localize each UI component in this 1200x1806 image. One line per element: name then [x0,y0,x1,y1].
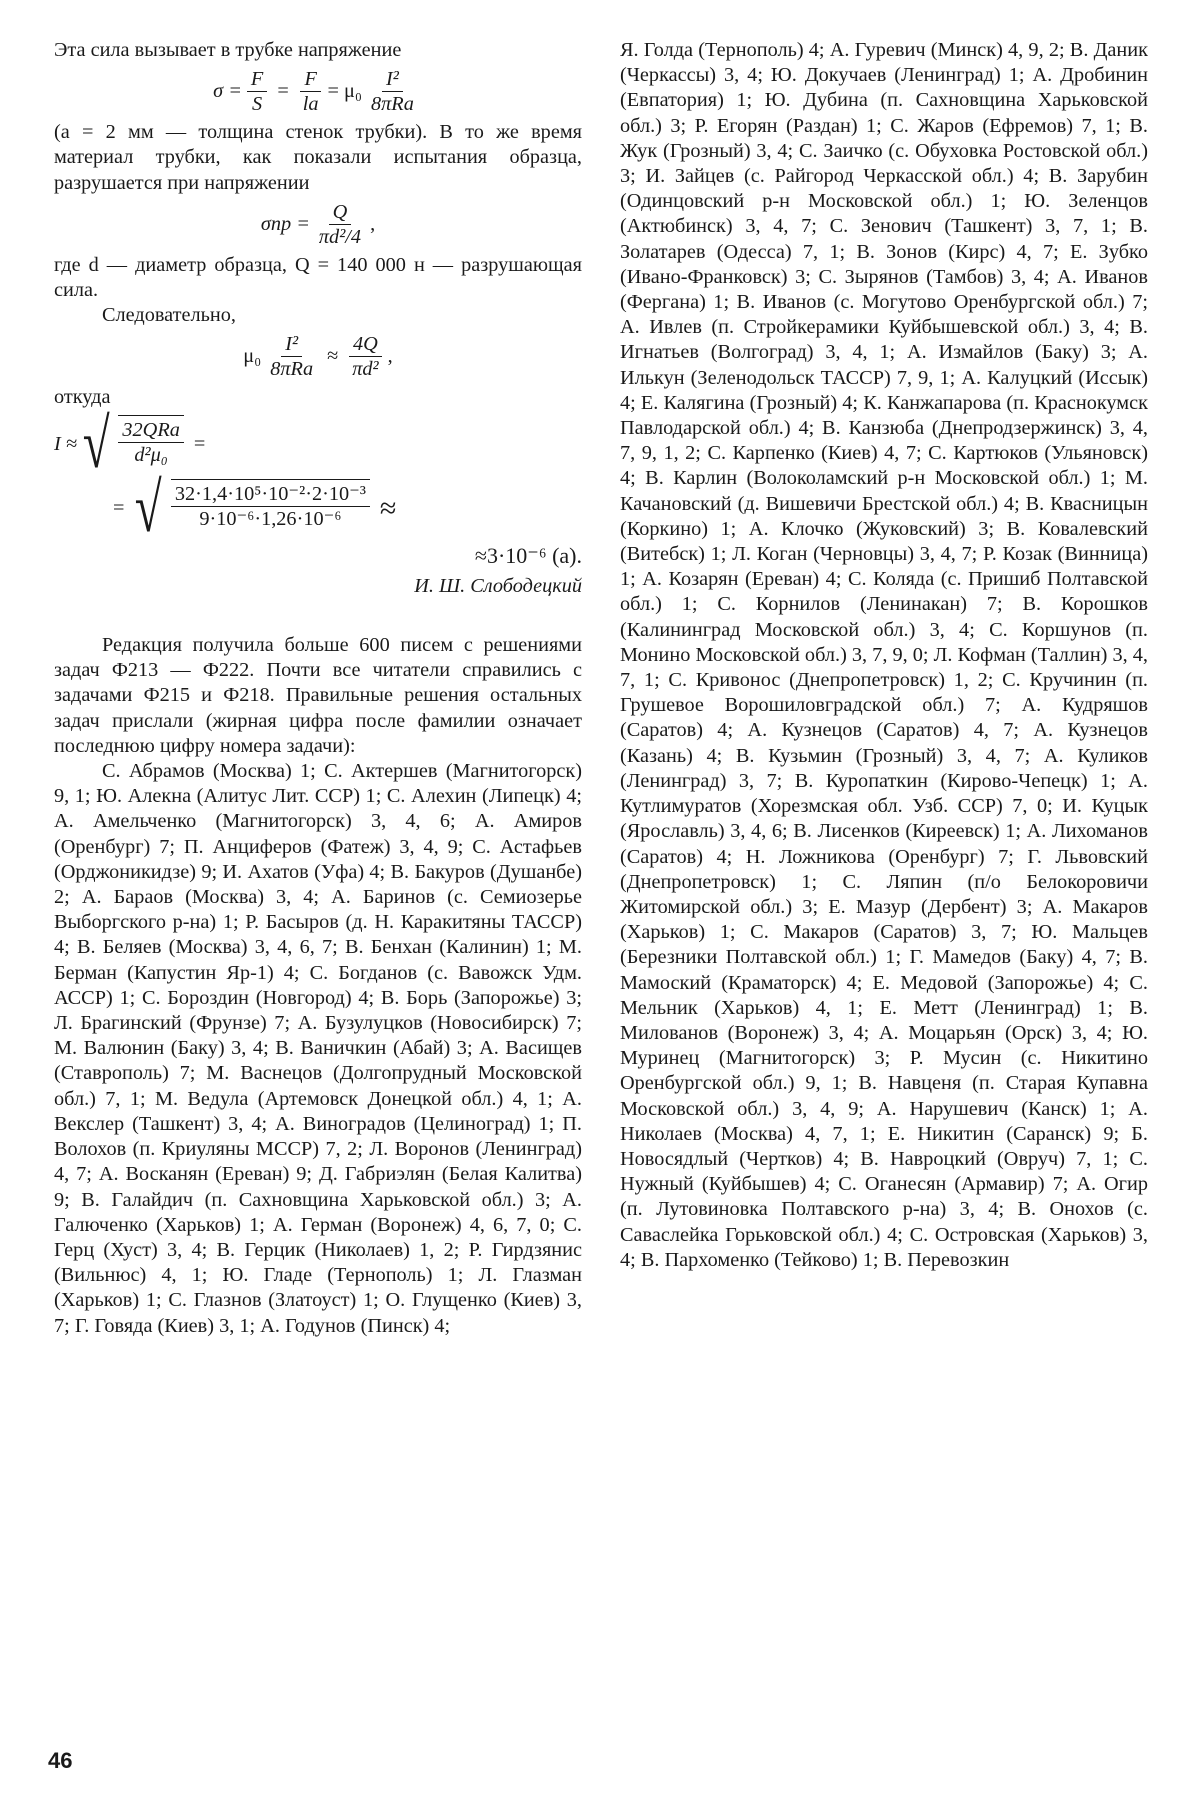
fraction-denominator: πd² [352,358,379,381]
solvers-list-left: С. Абрамов (Москва) 1; С. Актершев (Магнитогорск) 9, 1; Ю. Алекна (Алитус Лит. ССР) 1; С. Алехин (Липецк) 4; А. Амельченко (Магнитогорск) 3, 4, 6; А. Амиров (Оренбург) 7; П. Анциферов (Фатеж) 3, 4, 9; С. Астафьев (Орджоникидзе) 9; И. Ахатов (Уфа) 4; В. Бакуров (Душанбе) 2; А. Бараов (Москва) 3, 4; А. Баринов (с. Семиозерье Выборгского р-на) 1; Р. Басыров (д. Н. Каракитяны ТАССР) 4; В. Беляев (Москва) 3, 4, 6, 7; В. Бенхан (Калинин) 1; М. Берман (Капустин Яр-1) 4; С. Богданов (с. Вавожск Удм. АССР) 1; С. Бороздин (Новгород) 4; В. Борь (Запорожье) 3; Л. Брагинский (Фрунзе) 7; А. Бузулуцков (Новосибирск) 7; М. Валюнин (Баку) 3, 4; В. Ваничкин (Абай) 3; А. Васищев (Ставрополь) 7; М. Васнецов (Долгопрудный Московской обл.) 7, 1; М. Ведула (Артемовск Донецкой обл.) 4, 1; А. Векслер (Ташкент) 3, 4; А. Виноградов (Целиноград) 1; П. Волохов (п. Криуляны МССР) 7, 2; Л. Воронов (Ленинград) 4, 7; А. Восканян (Ереван) 9; Д. Габриэлян (Белая Калитва) 9; В. Галайдич (п. Сахновщина Харьковской обл.) 3; А. Галюченко (Харьков) 1; А. Герман (Воронеж) 4, 6, 7, 0; С. Герц (Хуст) 3, 4; В. Герцик (Николаев) 1, 2; Р. Гирдзянис (Вильнюс) 4, 1; Ю. Гладе (Тернополь) 1; Л. Глазман (Харьков) 1; С. Глазнов (Златоуст) 1; О. Глущенко (Киев) 3, 7; Г. Говяда (Киев) 3, 1; А. Годунов (Пинск) 4; [54,760,582,1337]
mu-term: = μ₀ [327,80,362,103]
whence-paragraph: откуда [54,386,111,409]
formula-comma: , [370,212,376,235]
fraction-numerator: 32QRa [118,418,183,443]
fraction-q-pid2 [315,200,365,249]
where-paragraph: где d — диаметр образца, Q = 140 000 н — разрушающая сила. [54,253,582,302]
approx-sign: ≈ [379,492,397,526]
fraction-i2-8pira [367,67,418,116]
sigma-pr-lhs: σпр = [260,212,310,235]
fraction-left [266,332,317,381]
thickness-paragraph: (a = 2 мм — толщина стенок трубки). В то же время материал трубки, как показали испытания образца, разрушается при напряжении [54,121,582,194]
square-root [77,405,189,483]
equals-sign: = [193,433,206,456]
radicand [171,479,370,539]
fraction-f-s [247,67,267,116]
section-gap [54,599,582,633]
approx-sign: ≈ [327,345,339,368]
fraction-denominator: 8πRa [371,93,414,116]
sigma-pr-formula [54,200,582,249]
fraction-numerator: F [247,67,267,92]
left-column [54,38,582,1339]
fraction-denominator: S [252,93,263,116]
sigma-lhs: σ = [213,80,242,103]
radical-sign-icon: √ [135,469,163,547]
sigma-formula: σ = $\frac{F}{S}$ = $\frac{F}{la}$ = μ₀ $\frac{\text{I²}}{\text{8πRa}}$ [54,67,582,116]
right-column [620,38,1148,1273]
fraction-numerator: I² [281,332,302,357]
fraction-numerator: 32·1,4·10⁵·10⁻²·2·10⁻³ [171,482,370,507]
square-root [129,469,374,547]
fraction-right [348,332,382,381]
page-number: 46 [48,1748,73,1773]
author-signature: И. Ш. Слободецкий [414,574,582,597]
equals-sign: = [113,497,125,520]
fraction-numerator: 4Q [349,332,382,357]
fraction-numerator: Q [329,200,352,225]
fraction-denominator: 9·10⁻⁶·1,26·10⁻⁶ [199,507,342,530]
formula-comma: , [387,345,393,368]
solvers-list-right: Я. Голда (Тернополь) 4; А. Гуревич (Минск) 4, 9, 2; В. Даник (Черкассы) 3, 4; Ю. Докучаев (Ленинград) 1; А. Дробинин (Евпатория) 1; Ю. Дубина (п. Сахновщина Харьковской обл.) 3; Р. Егорян (Раздан) 1; С. Жаров (Ефремов) 7, 1; В. Жук (Грозный) 3, 4; С. Заичко (с. Обуховка Ростовской обл.) 3; И. Зайцев (с. Райгород Черкасской обл.) 4; В. Зарубин (Одинцовский р-н Московской обл.) 1; Ю. Зеленцов (Актюбинск) 3, 4, 7; С. Зенович (Ташкент) 3, 7, 1; В. Золатарев (Одесса) 7, 1; В. Зонов (Кирс) 4, 7; Е. Зубко (Ивано-Франковск) 3; С. Зырянов (Тамбов) 3, 4; А. Иванов (Фергана) 1; В. Иванов (с. Могутово Оренбургской обл.) 7; А. Ивлев (п. Стройкерамики Куйбышевской обл.) 3, 4; В. Игнатьев (Волгоград) 3, 4, 1; А. Измайлов (Баку) 3; А. Илькун (Зеленодольск ТАССР) 7, 9, 1; А. Калуцкий (Иссык) 4; Е. Калягина (Грозный) 4; К. Канжапарова (п. Краснокумск Павлодарской обл.) 4; В. Канзюба (Днепродзержинск) 3, 4, 7, 9, 1, 2; С. Карпенко (Киев) 4, 7; С. Картюков (Ульяновск) 4; В. Карлин (Волоколамский р-н Московской обл.) 1; М. Качановский (д. Вишевичи Брестской обл.) 4; В. Квасницын (Коркино) 1; А. Клочко (Жуковский) 3; В. Ковалевский (Витебск) 1; Л. Коган (Черновцы) 3, 4, 7; Р. Козак (Винница) 1; А. Козарян (Ереван) 4; С. Коляда (с. Пришиб Полтавской обл.) 1; С. Корнилов (Ленинакан) 7; В. Корошков (Калининград Московской обл.) 3, 4; С. Коршунов (п. Монино Московской обл.) 3, 7, 9, 0; Л. Кофман (Таллин) 3, 4, 7, 1; С. Кривонос (Днепропетровск) 1, 2; С. Кручинин (п. Грушевое Ворошиловградской обл.) 7; А. Кудряшов (Саратов) 4; А. Кузнецов (Саратов) 4, 7; А. Кузнецов (Казань) 4; В. Кузьмин (Грозный) 3, 4, 7; А. Куликов (Ленинград) 3, 7; В. Куропаткин (Кирово-Чепецк) 1; А. Кутлимуратов (Хорезмская обл. Узб. ССР) 7, 0; И. Куцык (Ярославль) 3, 4, 6; В. Лисенков (Киреевск) 1; А. Лихоманов (Саратов) 4; Н. Ложникова (Оренбург) 7; Г. Львовский (Днепропетровск) 1; С. Ляпин (п/о Белокоровичи Житомирской обл.) 3; Е. Мазур (Дербент) 3; А. Макаров (Харьков) 1; С. Макаров (Саратов) 3, 7; Ю. Мальцев (Березники Полтавской обл.) 1; Г. Мамедов (Баку) 4, 7; В. Мамоский (Краматорск) 4; Е. Медовой (Запорожье) 4; С. Мельник (Харьков) 4, 1; Е. Метт (Ленинград) 1; В. Милованов (Воронеж) 3, 4; А. Моцарьян (Орск) 3, 4; Ю. Муринец (Магнитогорск) 3; Р. Мусин (с. Никитино Оренбургской обл.) 9, 1; В. Навценя (п. Старая Купавна Московской обл.) 3, 4, 9; А. Нарушевич (Канск) 1; А. Николаев (Москва) 4, 7, 1; Е. Никитин (Саранск) 9; Б. Новосядлый (Чертков) 4; В. Навроцкий (Овруч) 7, 1; С. Нужный (Куйбышев) 4; С. Оганесян (Армавир) 7; А. Огир (п. Лутовиновка Полтавского р-на) 3, 4; В. Онохов (с. Саваслейка Горьковской обл.) 4; С. Островская (Харьков) 3, 4; В. Пархоменко (Тейково) 1; В. Перевозкин [620,39,1148,1271]
fraction-numerator: F [300,67,320,92]
fraction-denominator: la [302,93,319,116]
fraction-numerator: I² [382,67,403,92]
editorial-paragraph: Редакция получила больше 600 писем с решениями задач Ф213 — Ф222. Почти все читатели справились с задачами Ф215 и Ф218. Правильные решения остальных задач прислали (жирная цифра после фамилии означает последнюю цифру номера задачи): [54,634,582,757]
radical-sign-icon: √ [82,405,110,483]
therefore-paragraph: Следовательно, [102,304,236,327]
result-value: ≈3·10⁻⁶ (а). [474,542,582,568]
fraction-f-la [299,67,323,116]
fraction-denominator: πd²/4 [318,225,362,248]
root-formula-2 [54,469,582,547]
fraction-denominator: d²μ₀ [134,443,168,466]
mu-term: μ₀ [243,345,262,368]
intro-text: Эта сила вызывает в трубке напряжение [54,39,402,61]
radicand [118,415,183,475]
root-lhs: I ≈ [54,433,77,456]
approx-formula [54,332,582,381]
root-formula-1 [54,405,582,483]
fraction-denominator: 8πRa [270,358,314,381]
